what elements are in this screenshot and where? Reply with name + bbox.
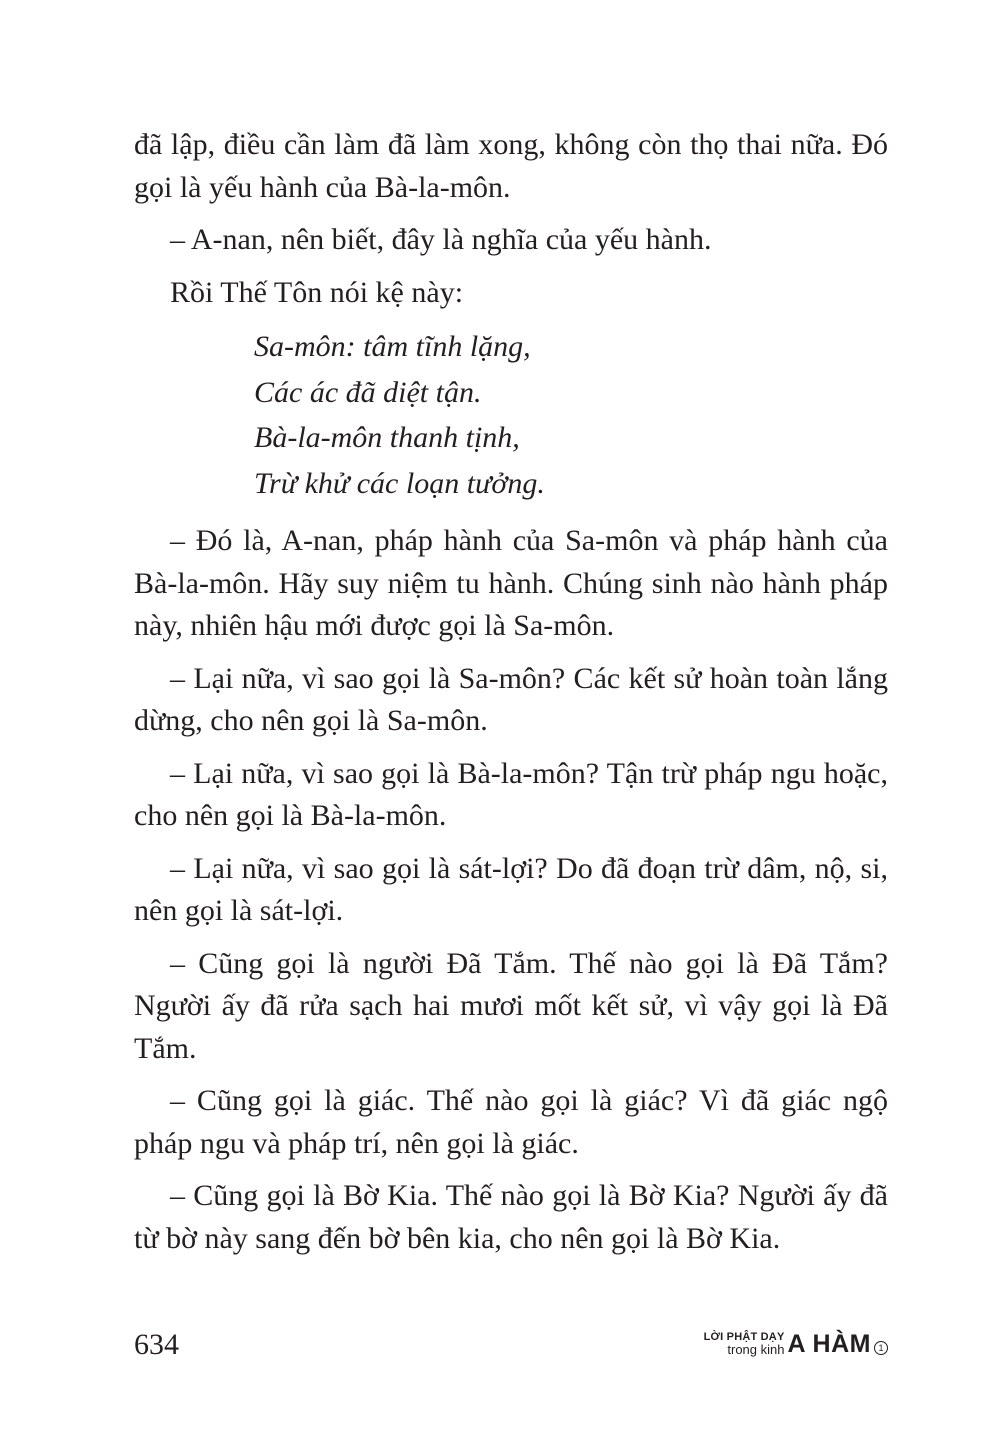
series-line1: LỜI PHẬT DẠY — [703, 1331, 785, 1343]
page-number: 634 — [134, 1328, 179, 1361]
page-footer — [134, 1320, 888, 1370]
series-label — [704, 1332, 785, 1356]
paragraph: – Lại nữa, vì sao gọi là Sa-môn? Các kết sử hoàn toàn lắng dừng, cho nên gọi là Sa-môn. — [134, 661, 888, 737]
paragraph: – Lại nữa, vì sao gọi là sát-lợi? Do đã đoạn trừ dâm, nộ, si, nên gọi là sát-lợi. — [134, 851, 888, 927]
paragraph: – Lại nữa, vì sao gọi là Bà-la-môn? Tận trừ pháp ngu hoặc, cho nên gọi là Bà-la-môn. — [134, 756, 888, 832]
verse-line: Trừ khử các loạn tưởng. — [254, 466, 545, 500]
volume-badge: 1 — [874, 1341, 888, 1355]
paragraph: đã lập, điều cần làm đã làm xong, không còn thọ thai nữa. Đó gọi là yếu hành của Bà-la-môn. — [134, 128, 888, 204]
verse-line: Các ác đã diệt tận. — [254, 375, 482, 409]
running-title — [704, 1330, 888, 1358]
body-text — [134, 124, 888, 1270]
paragraph: Rồi Thế Tôn nói kệ này: — [170, 275, 464, 309]
paragraph: – Đó là, A-nan, pháp hành của Sa-môn và pháp hành của Bà-la-môn. Hãy suy niệm tu hành. Chúng sinh nào hành pháp này, nhiên hậu mới được gọi là Sa-môn. — [134, 524, 888, 642]
paragraph: – A-nan, nên biết, đây là nghĩa của yếu hành. — [170, 223, 712, 256]
verse-line: Sa-môn: tâm tĩnh lặng, — [254, 330, 531, 363]
verse — [254, 324, 888, 506]
series-title: A HÀM — [787, 1330, 871, 1358]
paragraph: – Cũng gọi là giác. Thế nào gọi là giác? Vì đã giác ngộ pháp ngu và pháp trí, nên gọi là giác. — [134, 1084, 888, 1160]
paragraph: – Cũng gọi là người Đã Tắm. Thế nào gọi là Đã Tắm? Người ấy đã rửa sạch hai mươi mốt kết sử, vì vậy gọi là Đã Tắm. — [134, 946, 888, 1065]
paragraph: – Cũng gọi là Bờ Kia. Thế nào gọi là Bờ Kia? Người ấy đã từ bờ này sang đến bờ bên kia, cho nên gọi là Bờ Kia. — [134, 1179, 888, 1255]
verse-line: Bà-la-môn thanh tịnh, — [254, 421, 520, 454]
series-line2: trong kinh — [727, 1342, 785, 1357]
